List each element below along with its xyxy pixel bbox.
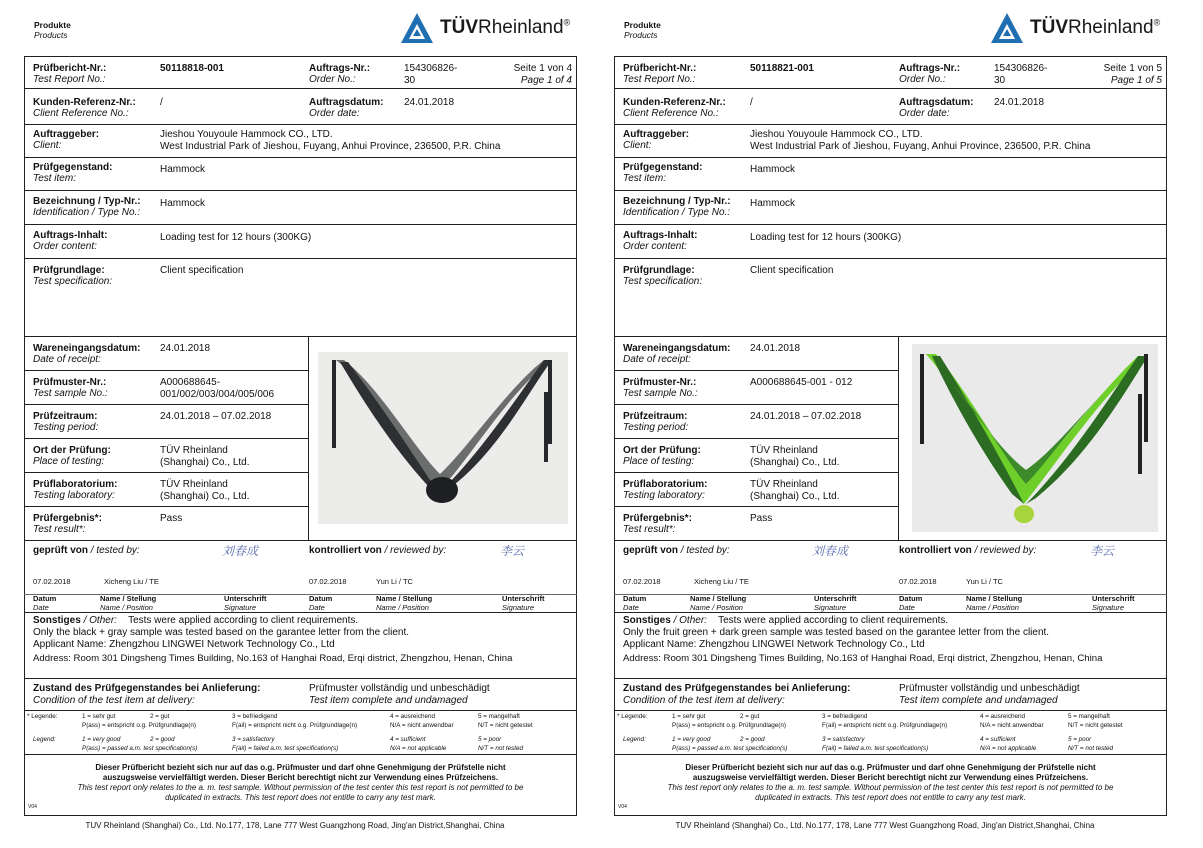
- legend-en-3: 3 = satisfactory: [822, 736, 865, 743]
- legend-de-label: * Legende:: [27, 713, 58, 720]
- lab-label: Prüflaboratorium: Testing laboratory:: [33, 479, 118, 501]
- order-date-value: 24.01.2018: [404, 97, 455, 108]
- condition-value-en: Test item complete and undamaged: [899, 695, 1058, 706]
- legend-de-4: 4 = ausreichend: [390, 713, 435, 720]
- period-value: 24.01.2018 – 07.02.2018: [160, 411, 272, 422]
- order-content-label: Auftrags-Inhalt: Order content:: [33, 230, 108, 252]
- condition-value-en: Test item complete and undamaged: [309, 695, 468, 706]
- client-value: Jieshou Youyoule Hammock CO., LTD. West Industrial Park of Jieshou, Fuyang, Anhui Province, 236500, P.R. China: [160, 129, 501, 152]
- date-col-2: Datum Date: [899, 594, 923, 612]
- legend-de-p: P(ass) = entspricht o.g. Prüfgrundlage(n): [82, 722, 196, 729]
- spec-value: Client specification: [750, 265, 834, 276]
- legend-de-5: 5 = mangelhaft: [1068, 713, 1110, 720]
- signature-col-2: Unterschrift Signature: [1092, 594, 1135, 612]
- products-header: [34, 20, 71, 40]
- report-nr-value: 50118818-001: [160, 63, 224, 74]
- address: Address: Room 301 Dingsheng Times Building, No.163 of Hanghai Road, Erqi district, Zhengzhou, Henan, China: [623, 653, 1103, 664]
- logo-text: TÜVRheinland®: [1030, 17, 1161, 38]
- legend-de-1: 1 = sehr gut: [82, 713, 116, 720]
- order-date-value: 24.01.2018: [994, 97, 1045, 108]
- ident-label: Bezeichnung / Typ-Nr.: Identification / Type No.:: [623, 196, 731, 218]
- order-nr-value: 154306826- 30: [404, 63, 458, 86]
- receipt-label: Wareneingangsdatum: Date of receipt:: [623, 343, 731, 365]
- tester-signature: 刘春成: [812, 544, 849, 558]
- tested-by-label: geprüft von / tested by:: [623, 545, 730, 556]
- namepos-col-2: Name / Stellung Name / Position: [376, 594, 433, 612]
- form-code: V04: [618, 804, 627, 810]
- place-label: Ort der Prüfung: Place of testing:: [623, 445, 701, 467]
- result-label: Prüfergebnis*: Test result*:: [623, 513, 692, 535]
- footer-address: TUV Rheinland (Shanghai) Co., Ltd. No.177, 178, Lane 777 West Guangzhong Road, Jing'an District,Shanghai, China: [675, 821, 1095, 830]
- order-nr-value: 154306826- 30: [994, 63, 1048, 86]
- applicant: Applicant Name: Zhengzhou LINGWEI Network Technology Co., Ltd: [623, 639, 925, 650]
- page-indicator: Seite 1 von 5 Page 1 of 5: [1103, 63, 1162, 86]
- legend-en-p: P(ass) = passed a.m. test specification(s): [82, 745, 198, 752]
- order-nr-label: Auftrags-Nr.: Order No.:: [899, 63, 961, 85]
- place-label: Ort der Prüfung: Place of testing:: [33, 445, 111, 467]
- sample-value: A000688645-001 - 012: [750, 377, 853, 388]
- logo-text: TÜVRheinland®: [440, 17, 571, 38]
- legend-en-nt: N/T = not tested: [478, 745, 523, 752]
- order-nr-label: Auftrags-Nr.: Order No.:: [309, 63, 371, 85]
- legend-de-f: F(ail) = entspricht nicht o.g. Prüfgrundlage(n): [232, 722, 358, 729]
- legend-de-nt: N/T = nicht getestet: [1068, 722, 1123, 729]
- period-label: Prüfzeitraum: Testing period:: [33, 411, 99, 433]
- reviewed-date: 07.02.2018: [899, 577, 937, 586]
- legend-en-2: 2 = good: [740, 736, 765, 743]
- result-label: Prüfergebnis*: Test result*:: [33, 513, 102, 535]
- condition-label-de: Zustand des Prüfgegenstandes bei Anlieferung:: [33, 683, 261, 694]
- tested-by-label: geprüft von / tested by:: [33, 545, 140, 556]
- reviewed-name: Yun Li / TC: [966, 577, 1003, 586]
- date-col: Datum Date: [623, 594, 647, 612]
- test-item-value: Hammock: [160, 164, 206, 175]
- sample-label: Prüfmuster-Nr.: Test sample No.:: [623, 377, 698, 399]
- legend-en-f: F(ail) = failed a.m. test specification(s): [232, 745, 339, 752]
- order-content-label: Auftrags-Inhalt: Order content:: [623, 230, 698, 252]
- period-value: 24.01.2018 – 07.02.2018: [750, 411, 862, 422]
- report-nr-label: Prüfbericht-Nr.: Test Report No.:: [33, 63, 107, 85]
- footer-address: TUV Rheinland (Shanghai) Co., Ltd. No.177, 178, Lane 777 West Guangzhong Road, Jing'an District,Shanghai, China: [85, 821, 505, 830]
- date-col-2: Datum Date: [309, 594, 333, 612]
- lab-label: Prüflaboratorium: Testing laboratory:: [623, 479, 708, 501]
- hammock-photo: [318, 352, 568, 524]
- other-line2: Only the fruit green + dark green sample was tested based on the garantee letter from the client.: [623, 627, 1050, 638]
- legend-en-5: 5 = poor: [478, 736, 502, 743]
- ident-value: Hammock: [750, 198, 796, 209]
- products-en: Products: [34, 30, 68, 40]
- report-sheet: [24, 56, 577, 816]
- order-date-label: Auftragsdatum: Order date:: [899, 97, 974, 119]
- legend-en-nt: N/T = not tested: [1068, 745, 1113, 752]
- legend-en-na: N/A = not applicable: [390, 745, 447, 752]
- legend-en-label: Legend:: [623, 736, 646, 743]
- spec-label: Prüfgrundlage: Test specification:: [623, 265, 703, 287]
- place-value: TÜV Rheinland (Shanghai) Co., Ltd.: [160, 445, 250, 468]
- order-content-value: Loading test for 12 hours (300KG): [750, 232, 902, 243]
- sample-value: A000688645- 001/002/003/004/005/006: [160, 377, 274, 400]
- sample-label: Prüfmuster-Nr.: Test sample No.:: [33, 377, 108, 399]
- spec-value: Client specification: [160, 265, 244, 276]
- tested-name: Xicheng Liu / TE: [104, 577, 159, 586]
- legend-de-3: 3 = befriedigend: [822, 713, 868, 720]
- test-item-label: Prüfgegenstand: Test item:: [623, 162, 703, 184]
- client-value: Jieshou Youyoule Hammock CO., LTD. West Industrial Park of Jieshou, Fuyang, Anhui Province, 236500, P.R. China: [750, 129, 1091, 152]
- receipt-value: 24.01.2018: [750, 343, 801, 354]
- report-page-1: [0, 0, 590, 848]
- reviewer-signature: 李云: [1090, 544, 1115, 558]
- order-content-value: Loading test for 12 hours (300KG): [160, 232, 312, 243]
- signature-col-2: Unterschrift Signature: [502, 594, 545, 612]
- legend-en-label: Legend:: [33, 736, 56, 743]
- other-section: Sonstiges / Other: Tests were applied according to client requirements.: [623, 615, 949, 626]
- namepos-col: Name / Stellung Name / Position: [100, 594, 157, 612]
- hammock-photo-image: [318, 352, 568, 524]
- reviewer-signature: 李云: [500, 544, 525, 558]
- reviewed-by-label: kontrolliert von / reviewed by:: [309, 545, 447, 556]
- address: Address: Room 301 Dingsheng Times Building, No.163 of Hanghai Road, Erqi district, Zhengzhou, Henan, China: [33, 653, 513, 664]
- receipt-label: Wareneingangsdatum: Date of receipt:: [33, 343, 141, 365]
- legend-de-f: F(ail) = entspricht nicht o.g. Prüfgrundlage(n): [822, 722, 948, 729]
- client-label: Auftraggeber: Client:: [623, 129, 690, 151]
- reviewed-name: Yun Li / TC: [376, 577, 413, 586]
- legend-de-na: N/A = nicht anwendbar: [980, 722, 1044, 729]
- legend-de-p: P(ass) = entspricht o.g. Prüfgrundlage(n): [672, 722, 786, 729]
- client-ref-value: /: [160, 97, 163, 108]
- namepos-col-2: Name / Stellung Name / Position: [966, 594, 1023, 612]
- namepos-col: Name / Stellung Name / Position: [690, 594, 747, 612]
- lab-value: TÜV Rheinland (Shanghai) Co., Ltd.: [750, 479, 840, 502]
- tested-date: 07.02.2018: [33, 577, 71, 586]
- legend-de-3: 3 = befriedigend: [232, 713, 278, 720]
- legend-en-4: 4 = sufficient: [390, 736, 426, 743]
- reviewed-date: 07.02.2018: [309, 577, 347, 586]
- report-page-2: [590, 0, 1180, 848]
- condition-value-de: Prüfmuster vollständig und unbeschädigt: [899, 683, 1080, 694]
- result-value: Pass: [750, 513, 773, 524]
- order-date-label: Auftragsdatum: Order date:: [309, 97, 384, 119]
- hammock-photo-image: [912, 344, 1158, 532]
- products-de: Produkte: [34, 20, 71, 30]
- disclaimer-note: Dieser Prüfbericht bezieht sich nur auf das o.g. Prüfmuster und darf ohne Genehmigung der Prüfstelle nicht auszugsweise vervielfältigt werden. Dieser Bericht berechtigt nicht zur Verwendung eines Prüfzeichens. This test report only relates to the a. m. test sample. Without permission of the test center this test report is not permitted to be duplicated in extracts. This test report does not entitle to carry any test mark.: [667, 763, 1114, 802]
- client-ref-label: Kunden-Referenz-Nr.: Client Reference No.:: [33, 97, 136, 119]
- legend-en-na: N/A = not applicable: [980, 745, 1037, 752]
- legend-de-2: 2 = gut: [740, 713, 760, 720]
- tuv-logo: [400, 12, 570, 44]
- legend-de-nt: N/T = nicht getestet: [478, 722, 533, 729]
- hammock-photo: [912, 344, 1158, 532]
- legend-en-3: 3 = satisfactory: [232, 736, 275, 743]
- products-de: Produkte: [624, 20, 661, 30]
- lab-value: TÜV Rheinland (Shanghai) Co., Ltd.: [160, 479, 250, 502]
- tuv-triangle-icon: [400, 12, 434, 44]
- reviewed-by-label: kontrolliert von / reviewed by:: [899, 545, 1037, 556]
- report-sheet: [614, 56, 1167, 816]
- test-item-label: Prüfgegenstand: Test item:: [33, 162, 113, 184]
- tested-name: Xicheng Liu / TE: [694, 577, 749, 586]
- client-ref-label: Kunden-Referenz-Nr.: Client Reference No.:: [623, 97, 726, 119]
- tester-signature: 刘春成: [222, 544, 259, 558]
- test-item-value: Hammock: [750, 164, 796, 175]
- report-nr-value: 50118821-001: [750, 63, 814, 74]
- condition-label-en: Condition of the test item at delivery:: [33, 695, 195, 706]
- legend-de-na: N/A = nicht anwendbar: [390, 722, 454, 729]
- result-value: Pass: [160, 513, 183, 524]
- spec-label: Prüfgrundlage: Test specification:: [33, 265, 113, 287]
- legend-en-1: 1 = very good: [672, 736, 711, 743]
- signature-col: Unterschrift Signature: [224, 594, 267, 612]
- place-value: TÜV Rheinland (Shanghai) Co., Ltd.: [750, 445, 840, 468]
- products-header: [624, 20, 661, 40]
- legend-de-1: 1 = sehr gut: [672, 713, 706, 720]
- client-ref-value: /: [750, 97, 753, 108]
- signature-col: Unterschrift Signature: [814, 594, 857, 612]
- tuv-triangle-icon: [990, 12, 1024, 44]
- period-label: Prüfzeitraum: Testing period:: [623, 411, 689, 433]
- legend-de-2: 2 = gut: [150, 713, 170, 720]
- condition-value-de: Prüfmuster vollständig und unbeschädigt: [309, 683, 490, 694]
- date-col: Datum Date: [33, 594, 57, 612]
- ident-label: Bezeichnung / Typ-Nr.: Identification / Type No.:: [33, 196, 141, 218]
- condition-label-de: Zustand des Prüfgegenstandes bei Anlieferung:: [623, 683, 851, 694]
- receipt-value: 24.01.2018: [160, 343, 211, 354]
- products-en: Products: [624, 30, 658, 40]
- tested-date: 07.02.2018: [623, 577, 661, 586]
- legend-en-2: 2 = good: [150, 736, 175, 743]
- legend-de-4: 4 = ausreichend: [980, 713, 1025, 720]
- other-section: Sonstiges / Other: Tests were applied according to client requirements.: [33, 615, 359, 626]
- disclaimer-note: Dieser Prüfbericht bezieht sich nur auf das o.g. Prüfmuster und darf ohne Genehmigung der Prüfstelle nicht auszugsweise vervielfältigt werden. Dieser Bericht berechtigt nicht zur Verwendung eines Prüfzeichens. This test report only relates to the a. m. test sample. Without permission of the test center this test report is not permitted to be duplicated in extracts. This test report does not entitle to carry any test mark.: [77, 763, 524, 802]
- legend-en-p: P(ass) = passed a.m. test specification(s): [672, 745, 788, 752]
- legend-de-5: 5 = mangelhaft: [478, 713, 520, 720]
- legend-en-f: F(ail) = failed a.m. test specification(s): [822, 745, 929, 752]
- condition-label-en: Condition of the test item at delivery:: [623, 695, 785, 706]
- other-line2: Only the black + gray sample was tested based on the garantee letter from the client.: [33, 627, 410, 638]
- page-indicator: Seite 1 von 4 Page 1 of 4: [513, 63, 572, 86]
- applicant: Applicant Name: Zhengzhou LINGWEI Network Technology Co., Ltd: [33, 639, 335, 650]
- client-label: Auftraggeber: Client:: [33, 129, 100, 151]
- legend-en-1: 1 = very good: [82, 736, 121, 743]
- legend-de-label: * Legende:: [617, 713, 648, 720]
- legend-en-5: 5 = poor: [1068, 736, 1092, 743]
- ident-value: Hammock: [160, 198, 206, 209]
- legend-en-4: 4 = sufficient: [980, 736, 1016, 743]
- form-code: V04: [28, 804, 37, 810]
- tuv-logo: [990, 12, 1160, 44]
- report-nr-label: Prüfbericht-Nr.: Test Report No.:: [623, 63, 697, 85]
